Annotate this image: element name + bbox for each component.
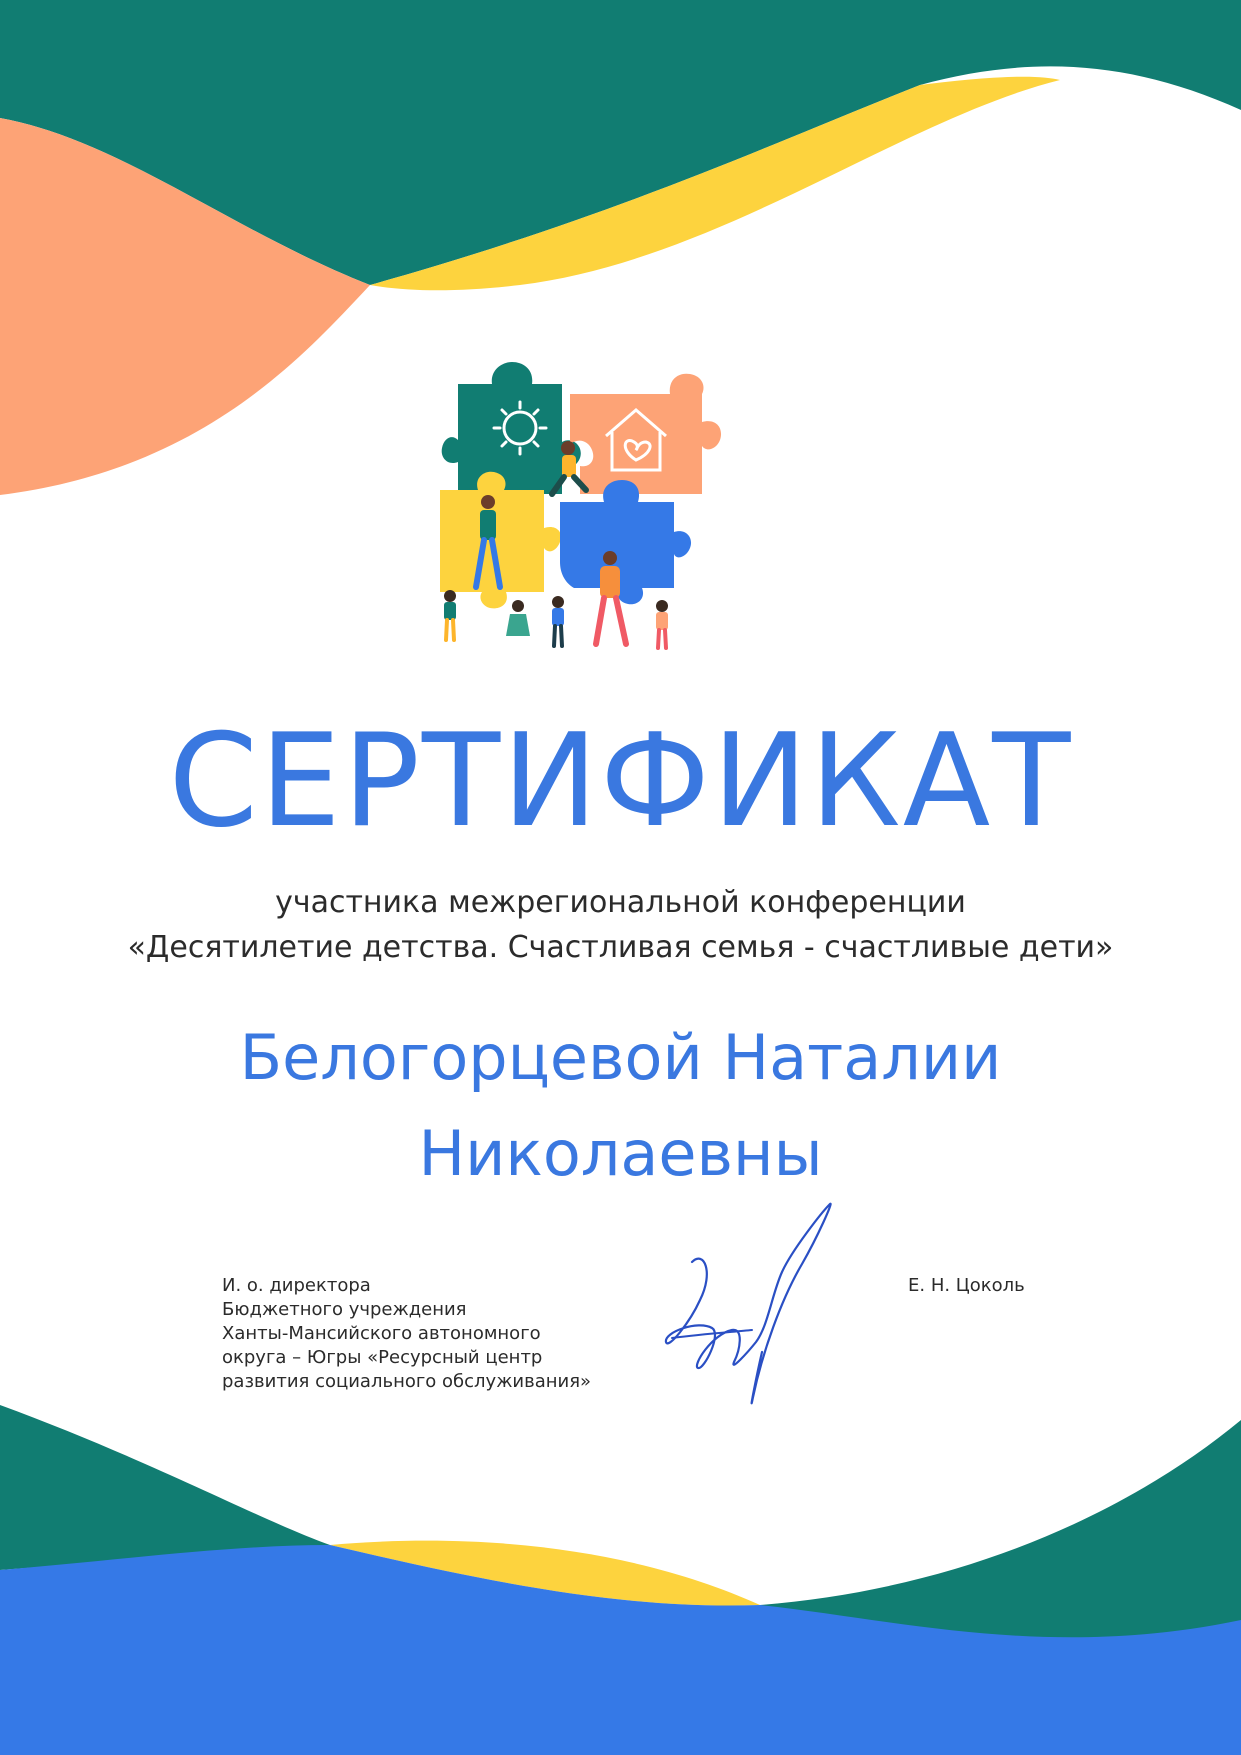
- certificate-title: СЕРТИФИКАТ: [168, 707, 1073, 856]
- signature-icon: [652, 1202, 884, 1412]
- subtitle-line-1: участника межрегиональной конференции: [275, 885, 966, 920]
- signatory-name: Е. Н. Цоколь: [908, 1275, 1025, 1296]
- signatory-position-line: развития социального обслуживания»: [222, 1371, 592, 1392]
- signatory-position-line: округа – Югры «Ресурсный центр: [222, 1347, 543, 1368]
- recipient-name-line-1: Белогорцевой Наталии: [239, 1021, 1002, 1094]
- puzzle-family-logo-icon: [440, 362, 770, 694]
- subtitle-line-2: «Десятилетие детства. Счастливая семья - счастливые дети»: [127, 930, 1114, 965]
- signatory-position-line: Ханты-Мансийского автономного: [222, 1323, 541, 1344]
- recipient-name: [0, 1010, 1241, 1202]
- signatory-position-line: И. о. директора: [222, 1275, 371, 1296]
- signatory-position-line: Бюджетного учреждения: [222, 1299, 467, 1320]
- peach-puzzle-piece: [570, 374, 721, 494]
- certificate-subtitle: [0, 880, 1241, 970]
- signatory-position: [222, 1274, 662, 1394]
- teal-puzzle-piece: [442, 362, 581, 512]
- bottom-teal-wave: [0, 1405, 330, 1570]
- blue-puzzle-piece: [560, 480, 691, 604]
- recipient-name-line-2: Николаевны: [418, 1117, 823, 1190]
